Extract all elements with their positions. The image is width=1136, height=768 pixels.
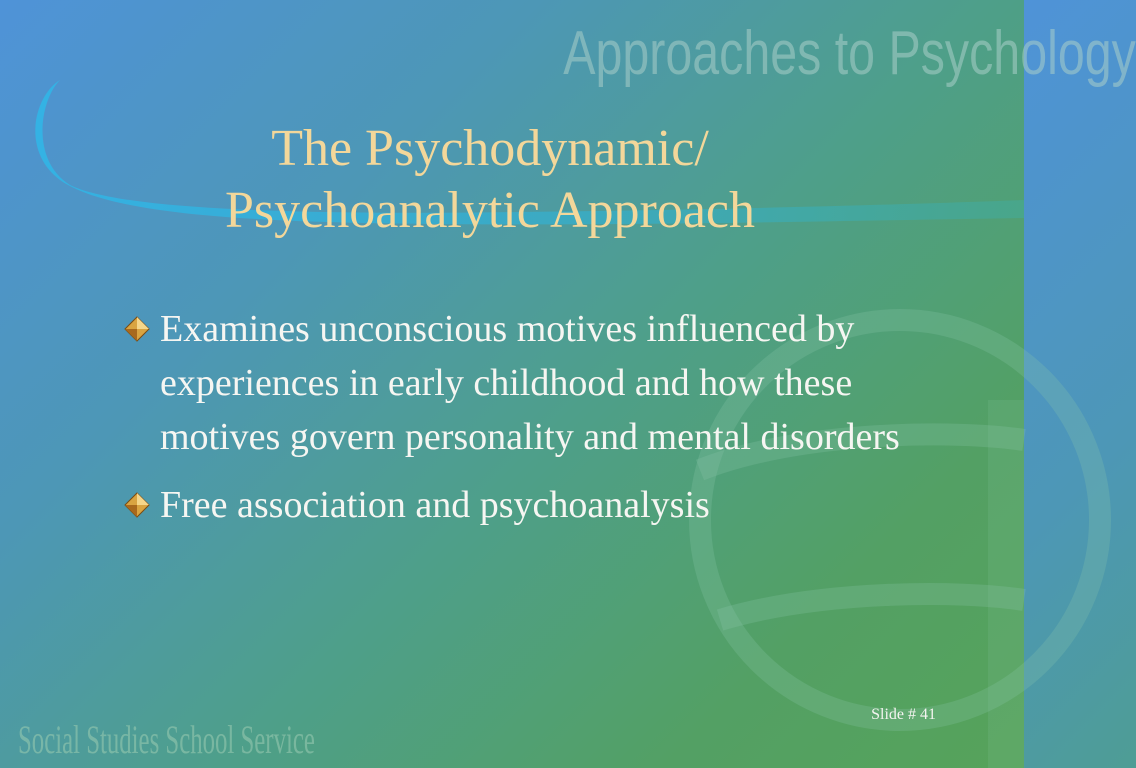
footer-brand-watermark: Social Studies School Service [18,717,315,762]
diamond-bullet-icon [124,316,150,342]
bullet-list [124,302,964,546]
bullet-text: Free association and psychoanalysis [160,484,710,526]
bullet-item [124,302,964,464]
slide-number: Slide # 41 [871,706,936,723]
bullet-text: Examines unconscious motives influenced by experiences in early childhood and how these motives govern personality and mental disorders [160,308,900,458]
diamond-bullet-icon [124,492,150,518]
slide-title [100,118,880,242]
bullet-item [124,478,964,532]
slide-title-line-1: The Psychodynamic/ [271,120,709,177]
presentation-title-watermark: Approaches to Psychology [563,19,1136,88]
slide-title-line-2: Psychoanalytic Approach [225,182,755,239]
